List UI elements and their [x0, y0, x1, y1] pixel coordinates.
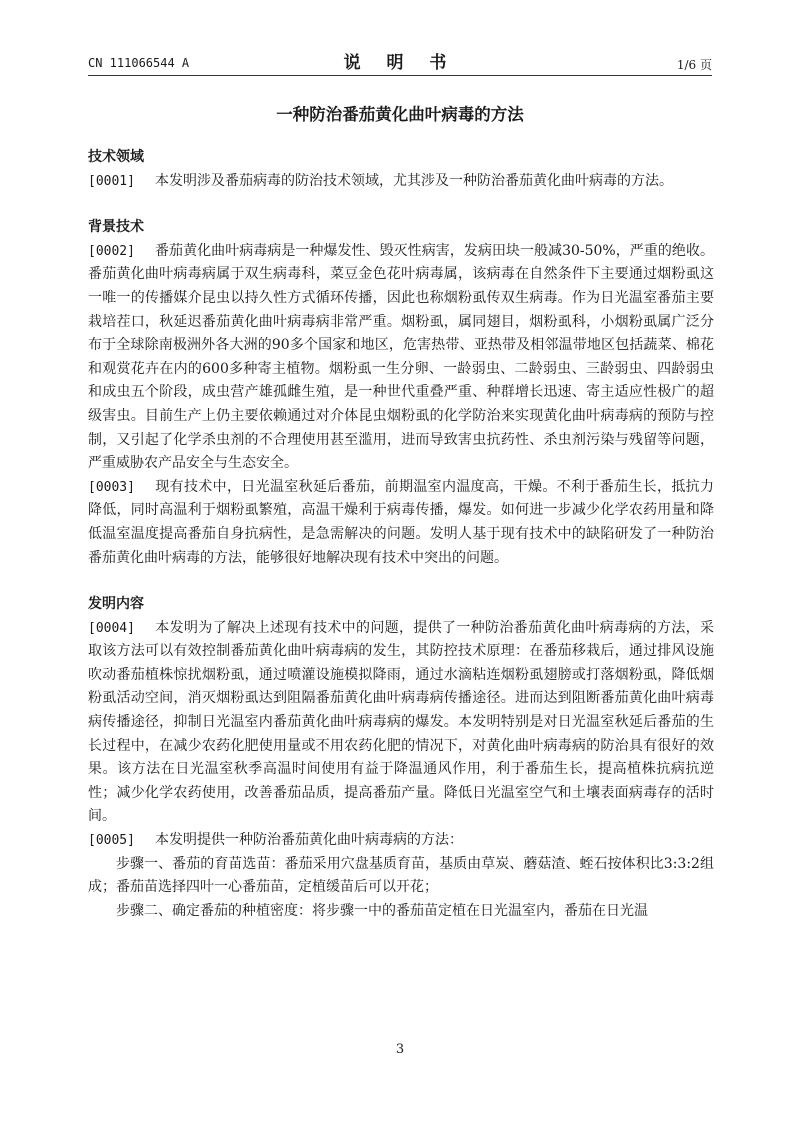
document-title: 一种防治番茄黄化曲叶病毒的方法	[276, 105, 524, 124]
publication-number: CN 111066544 A	[88, 56, 190, 70]
section-invention-content	[88, 593, 714, 923]
section-heading: 背景技术	[88, 219, 144, 236]
document-body	[88, 146, 714, 946]
section-heading: 技术领域	[88, 149, 144, 165]
paragraph-number: [0002]	[88, 243, 135, 259]
paragraph	[88, 170, 714, 194]
page-header	[88, 44, 712, 74]
paragraph-number: [0004]	[88, 620, 135, 636]
section-technical-field	[88, 146, 714, 193]
paragraph-number: [0003]	[88, 479, 135, 495]
section-heading: 发明内容	[88, 596, 144, 613]
method-step: 步骤一、番茄的育苗选苗：番茄采用穴盘基质育苗，基质由草炭、蘑菇渣、蛭石按体积比3:3:2组成；番茄苗选择四叶一心番茄苗，定植缓苗后可以开花；	[88, 855, 714, 896]
page-indicator: 1/6 页	[676, 58, 712, 72]
paragraph-text: 番茄黄化曲叶病毒病是一种爆发性、毁灭性病害，发病田块一般减30-50%，严重的绝收。番茄黄化曲叶病毒病属于双生病毒科，菜豆金色花叶病毒属，该病毒在自然条件下主要通过烟粉虱这一唯一的传播媒介昆虫以持久性方式循环传播，因此也称烟粉虱传双生病毒。作为日光温室番茄主要栽培茬口，秋延迟番茄黄化曲叶病毒病非常严重。烟粉虱，属同翅目，烟粉虱科，小烟粉虱属广泛分布于全球除南极洲外各大洲的90多个国家和地区，危害热带、亚热带及相邻温带地区包括蔬菜、棉花和观赏花卉在内的600多种寄主植物。烟粉虱一生分卵、一龄弱虫、二龄弱虫、三龄弱虫、四龄弱虫和成虫五个阶段，成虫营产雄孤雌生殖，是一种世代重叠严重、种群增长迅速、寄主适应性极广的超级害虫。目前生产上仍主要依赖通过对介体昆虫烟粉虱的化学防治来实现黄化曲叶病毒病的预防与控制，又引起了化学杀虫剂的不合理使用甚至滥用，进而导致害虫抗药性、杀虫剂污染与残留等问题，严重威胁农产品安全与生态安全。	[88, 242, 714, 472]
paragraph-text: 本发明涉及番茄病毒的防治技术领域，尤其涉及一种防治番茄黄化曲叶病毒的方法。	[154, 172, 673, 189]
paragraph-number: [0001]	[88, 173, 135, 189]
method-step: 步骤二、确定番茄的种植密度：将步骤一中的番茄苗定植在日光温室内，番茄在日光温	[116, 902, 648, 919]
paragraph	[88, 829, 714, 853]
section-title: 说 明 书	[343, 53, 457, 73]
page-number: 3	[395, 1042, 405, 1057]
paragraph	[88, 617, 714, 829]
paragraph-text: 本发明提供一种防治番茄黄化曲叶病毒病的方法：	[154, 832, 463, 849]
paragraph	[88, 476, 714, 570]
section-background	[88, 216, 714, 570]
paragraph	[88, 240, 714, 476]
paragraph-number: [0005]	[88, 833, 135, 849]
header-divider	[88, 75, 712, 76]
paragraph-text: 现有技术中，日光温室秋延后番茄，前期温室内温度高，干燥。不利于番茄生长，抵抗力降低，同时高温利于烟粉虱繁殖，高温干燥利于病毒传播，爆发。如何进一步减少化学农药用量和降低温室温度提高番茄自身抗病性，是急需解决的问题。发明人基于现有技术中的缺陷研发了一种防治番茄黄化曲叶病毒的方法，能够很好地解决现有技术中突出的问题。	[88, 478, 714, 566]
paragraph-text: 本发明为了解决上述现有技术中的问题，提供了一种防治番茄黄化曲叶病毒病的方法，采取该方法可以有效控制番茄黄化曲叶病毒病的发生，其防控技术原理：在番茄移栽后，通过排风设施吹动番茄植株惊扰烟粉虱，通过喷灌设施模拟降雨，通过水滴粘连烟粉虱翅膀或打落烟粉虱，降低烟粉虱活动空间，消灭烟粉虱达到阻隔番茄黄化曲叶病毒病传播途径。进而达到阻断番茄黄化曲叶病毒病传播途径，抑制日光温室内番茄黄化曲叶病毒病的爆发。本发明特别是对日光温室秋延后番茄的生长过程中，在减少农药化肥使用量或不用农药化肥的情况下，对黄化曲叶病毒病的防治具有很好的效果。该方法在日光温室秋季高温时间使用有益于降温通风作用，利于番茄生长，提高植株抗病抗逆性；减少化学农药使用，改善番茄品质，提高番茄产量。降低日光温室空气和土壤表面病毒存的活时间。	[88, 619, 714, 825]
